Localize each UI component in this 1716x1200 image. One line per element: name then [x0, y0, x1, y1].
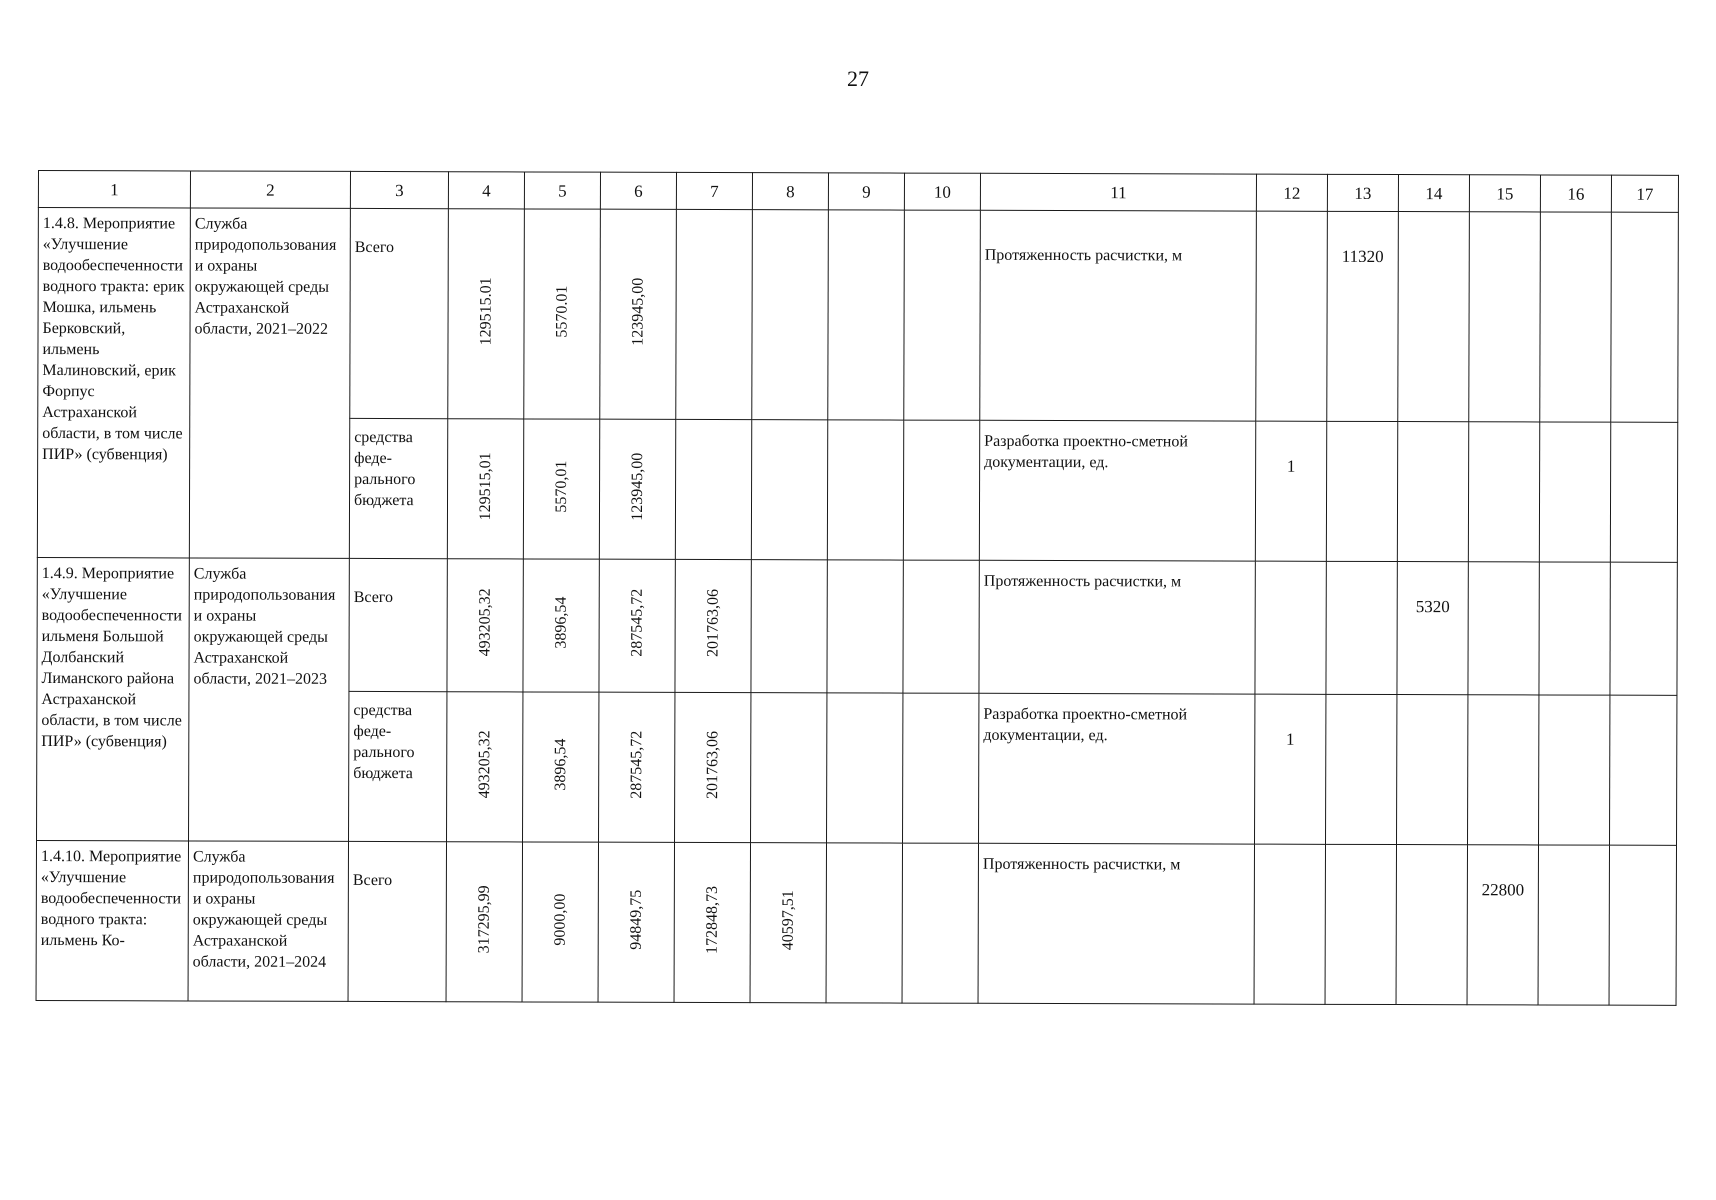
- indicator-name: Разработка проектно-сметной документации, ед.: [979, 420, 1255, 561]
- measure-title: 1.4.10. Мероприятие «Улучшение водообеспеченности водного тракта: ильмень Ко-: [36, 840, 188, 1000]
- indicator-value: [1326, 421, 1397, 561]
- indicator-value: [1255, 561, 1326, 694]
- executor-cell: Служба природопользования и охраны окружающей среды Астраханской области, 2021–2023: [189, 558, 350, 841]
- indicator-value: [1539, 695, 1610, 845]
- col-header: 8: [752, 173, 828, 210]
- amount-cell: [675, 419, 751, 559]
- amount-value: 94849,75: [627, 889, 645, 950]
- empty-cell: [903, 693, 979, 843]
- indicator-value: [1396, 845, 1467, 1005]
- indicator-value: 22800: [1467, 845, 1538, 1005]
- indicator-value: [1610, 695, 1677, 845]
- empty-cell: [903, 560, 979, 693]
- amount-value: 129515,01: [476, 451, 495, 520]
- budget-table: [36, 170, 1679, 1006]
- indicator-value: 1: [1255, 694, 1326, 844]
- indicator-value: [1539, 562, 1610, 695]
- amount-value: 5570,01: [552, 460, 571, 513]
- indicator-value: [1538, 845, 1609, 1005]
- col-header: 2: [190, 171, 350, 208]
- indicator-value: [1539, 422, 1610, 562]
- amount-cell: [675, 559, 751, 692]
- indicator-name: Протяженность расчистки, м: [979, 560, 1255, 694]
- amount-value: 317295,99: [475, 884, 493, 953]
- indicator-value: [1398, 212, 1470, 422]
- amount-value: 287545,72: [628, 588, 646, 657]
- header-row: [38, 171, 1678, 213]
- amount-cell: [446, 842, 522, 1002]
- indicator-value: [1325, 844, 1396, 1004]
- amount-value: 5570.01: [553, 285, 571, 338]
- table-row: [36, 840, 1676, 1005]
- funding-source: Всего: [348, 841, 446, 1001]
- indicator-value: [1469, 212, 1541, 422]
- amount-cell: [447, 692, 523, 842]
- col-header: 13: [1327, 174, 1398, 211]
- empty-cell: [827, 420, 903, 560]
- indicator-name: Протяженность расчистки, м: [980, 210, 1257, 421]
- amount-cell: [599, 559, 675, 692]
- col-header: 16: [1540, 175, 1611, 212]
- empty-cell: [827, 693, 903, 843]
- amount-cell: [750, 843, 826, 1003]
- amount-cell: [598, 842, 674, 1002]
- amount-cell: [751, 560, 827, 693]
- amount-cell: [751, 693, 827, 843]
- indicator-name: Протяженность расчистки, м: [978, 843, 1254, 1004]
- amount-cell: [599, 692, 675, 842]
- col-header: 9: [828, 173, 904, 210]
- amount-value: 123945,00: [628, 452, 647, 521]
- amount-cell: [447, 419, 523, 559]
- indicator-value: [1611, 212, 1679, 422]
- indicator-value: [1254, 844, 1325, 1004]
- col-header: 11: [980, 173, 1256, 211]
- amount-value: 129515.01: [477, 276, 495, 345]
- indicator-value: [1609, 845, 1676, 1005]
- amount-cell: [523, 419, 599, 559]
- amount-cell: [675, 692, 751, 842]
- amount-value: 493205,32: [476, 729, 494, 798]
- executor-cell: Служба природопользования и охраны окружающей среды Астраханской области, 2021–2024: [188, 841, 348, 1001]
- amount-cell: [752, 210, 829, 420]
- col-header: 3: [350, 171, 448, 208]
- empty-cell: [902, 843, 978, 1003]
- indicator-value: 5320: [1397, 562, 1468, 695]
- col-header: 1: [38, 171, 190, 208]
- amount-cell: [522, 842, 598, 1002]
- table-row: [38, 208, 1679, 423]
- indicator-value: [1540, 212, 1612, 422]
- indicator-value: [1610, 562, 1677, 695]
- funding-source: Всего: [349, 558, 447, 691]
- indicator-value: [1610, 422, 1677, 562]
- col-header: 14: [1398, 175, 1469, 212]
- col-header: 4: [448, 172, 524, 209]
- amount-cell: [600, 209, 677, 419]
- amount-value: 201763,06: [704, 730, 722, 799]
- amount-cell: [674, 842, 750, 1002]
- indicator-value: [1326, 561, 1397, 694]
- indicator-value: [1397, 695, 1468, 845]
- empty-cell: [826, 843, 902, 1003]
- indicator-value: [1468, 695, 1539, 845]
- col-header: 10: [904, 173, 980, 210]
- funding-source: Всего: [350, 208, 449, 418]
- indicator-value: [1468, 562, 1539, 695]
- col-header: 5: [524, 172, 600, 209]
- amount-cell: [751, 420, 827, 560]
- amount-cell: [676, 209, 753, 419]
- amount-value: 493205,32: [476, 588, 494, 657]
- indicator-value: [1326, 694, 1397, 844]
- amount-cell: [448, 209, 525, 419]
- funding-source: средства феде-рального бюджета: [349, 418, 447, 558]
- empty-cell: [828, 210, 905, 420]
- indicator-value: [1256, 211, 1328, 421]
- empty-cell: [903, 420, 979, 560]
- indicator-value: 1: [1255, 421, 1326, 561]
- col-header: 17: [1611, 175, 1678, 212]
- amount-cell: [523, 692, 599, 842]
- amount-value: 3896,54: [552, 596, 570, 649]
- measure-title: 1.4.9. Мероприятие «Улучшение водообеспеченности ильменя Большой Долбанский Лиманского района Астраханской области, в том числе ПИР» (субвенция): [37, 557, 190, 840]
- indicator-value: [1468, 422, 1539, 562]
- col-header: 15: [1469, 175, 1540, 212]
- indicator-name: Разработка проектно-сметной документации, ед.: [979, 693, 1255, 844]
- col-header: 6: [600, 172, 676, 209]
- empty-cell: [904, 210, 981, 420]
- amount-value: 40597,51: [779, 889, 797, 950]
- amount-value: 123945,00: [629, 277, 647, 346]
- table-row: [37, 557, 1677, 695]
- funding-source: средства феде-рального бюджета: [349, 691, 447, 841]
- amount-value: 9000,00: [551, 893, 569, 946]
- amount-value: 172848,73: [703, 885, 721, 954]
- executor-cell: Служба природопользования и охраны окружающей среды Астраханской области, 2021–2022: [189, 208, 350, 558]
- amount-cell: [599, 419, 675, 559]
- col-header: 12: [1256, 174, 1327, 211]
- amount-value: 3896,54: [552, 738, 570, 791]
- indicator-value: [1397, 422, 1468, 562]
- col-header: 7: [676, 172, 752, 209]
- amount-value: 201763,06: [704, 588, 722, 658]
- measure-title: 1.4.8. Мероприятие «Улучшение водообеспеченности водного тракта: ерик Мошка, ильмень Берковский, ильмень Малиновский, ерик Форпус Астраханской области, в том числе ПИР» (субвенция): [37, 208, 190, 558]
- amount-cell: [523, 559, 599, 692]
- indicator-value: 11320: [1327, 211, 1399, 421]
- amount-value: 287545,72: [628, 730, 646, 799]
- empty-cell: [827, 560, 903, 693]
- amount-cell: [524, 209, 601, 419]
- amount-cell: [447, 559, 523, 692]
- page-number: 27: [847, 66, 869, 91]
